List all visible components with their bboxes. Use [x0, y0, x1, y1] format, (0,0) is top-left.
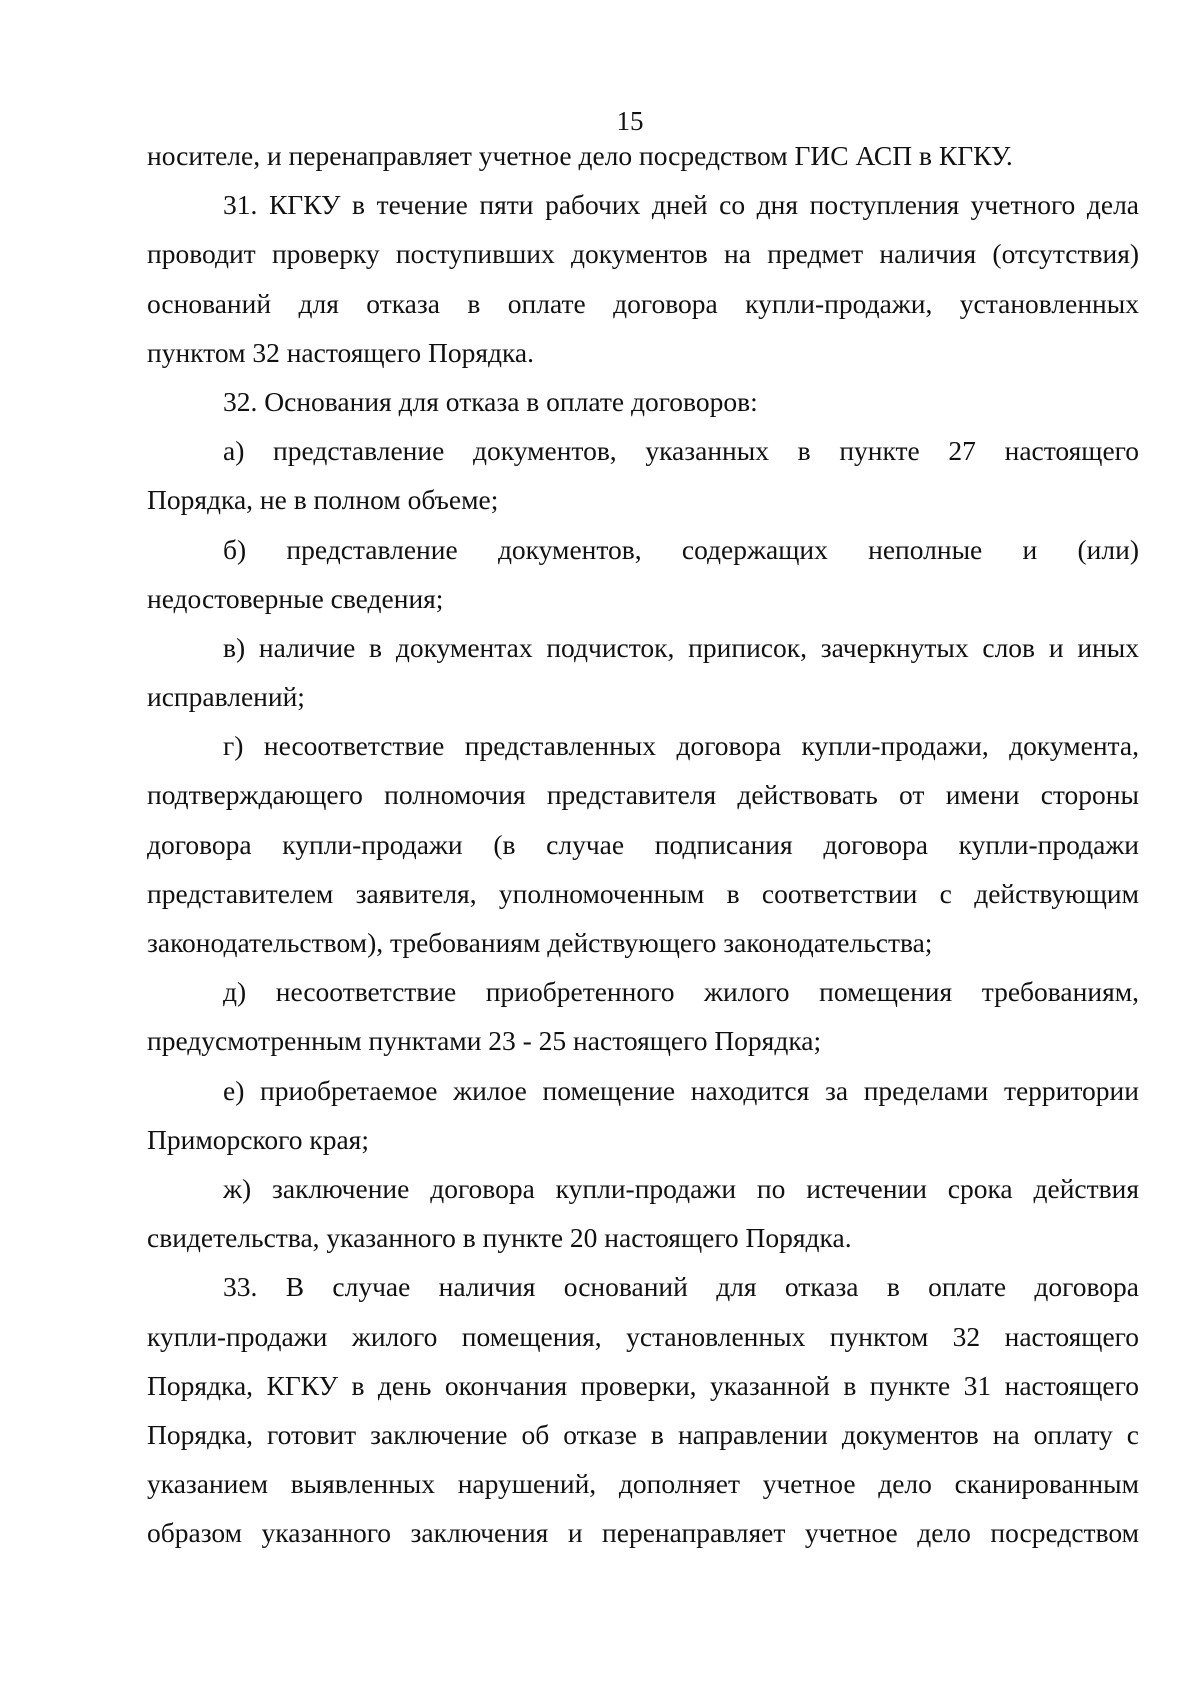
text-line: свидетельства, указанного в пункте 20 настоящего Порядка.	[147, 1222, 852, 1254]
text-line: Порядка, готовит заключение об отказе в направлении документов на оплату с	[147, 1418, 1139, 1450]
text-line: г) несоответствие представленных договора купли-продажи, документа,	[223, 730, 1139, 762]
text-line: Порядка, не в полном объеме;	[147, 484, 499, 516]
text-line: оснований для отказа в оплате договора купли-продажи, установленных	[147, 287, 1139, 319]
text-line: исправлений;	[147, 681, 305, 713]
text-line: представителем заявителя, уполномоченным в соответствии с действующим	[147, 877, 1139, 909]
text-line: ж) заключение договора купли-продажи по истечении срока действия	[223, 1172, 1139, 1204]
page-number: 15	[616, 106, 644, 136]
text-line: пунктом 32 настоящего Порядка.	[147, 336, 535, 368]
text-line: законодательством), требованиям действующего законодательства;	[147, 927, 933, 958]
text-line: а) представление документов, указанных в пункте 27 настоящего	[223, 435, 1139, 467]
text-line: д) несоответствие приобретенного жилого помещения требованиям,	[223, 976, 1139, 1008]
text-line: Порядка, КГКУ в день окончания проверки, указанной в пункте 31 настоящего	[147, 1369, 1139, 1401]
text-line: 33. В случае наличия оснований для отказа в оплате договора	[223, 1271, 1139, 1303]
text-line: 32. Основания для отказа в оплате договоров:	[223, 385, 758, 417]
text-line: Приморского края;	[147, 1123, 369, 1155]
text-line: недостоверные сведения;	[147, 582, 444, 614]
text-line: предусмотренным пунктами 23 - 25 настоящего Порядка;	[147, 1025, 822, 1057]
text-line: проводит проверку поступивших документов на предмет наличия (отсутствия)	[147, 238, 1139, 270]
text-line: е) приобретаемое жилое помещение находится за пределами территории	[223, 1074, 1139, 1106]
text-line: образом указанного заключения и перенаправляет учетное дело посредством	[147, 1517, 1139, 1549]
text-line: в) наличие в документах подчисток, приписок, зачеркнутых слов и иных	[223, 631, 1139, 663]
text-line: 31. КГКУ в течение пяти рабочих дней со дня поступления учетного дела	[223, 189, 1139, 221]
text-line: купли-продажи жилого помещения, установленных пунктом 32 настоящего	[147, 1320, 1139, 1352]
text-line: указанием выявленных нарушений, дополняет учетное дело сканированным	[147, 1468, 1139, 1500]
text-line: подтверждающего полномочия представителя действовать от имени стороны	[147, 779, 1139, 811]
text-line: б) представление документов, содержащих неполные и (или)	[223, 533, 1139, 565]
text-line: носителе, и перенаправляет учетное дело посредством ГИС АСП в КГКУ.	[147, 140, 1013, 171]
text-line: договора купли-продажи (в случае подписания договора купли-продажи	[147, 828, 1139, 860]
document-body	[147, 131, 1139, 1557]
